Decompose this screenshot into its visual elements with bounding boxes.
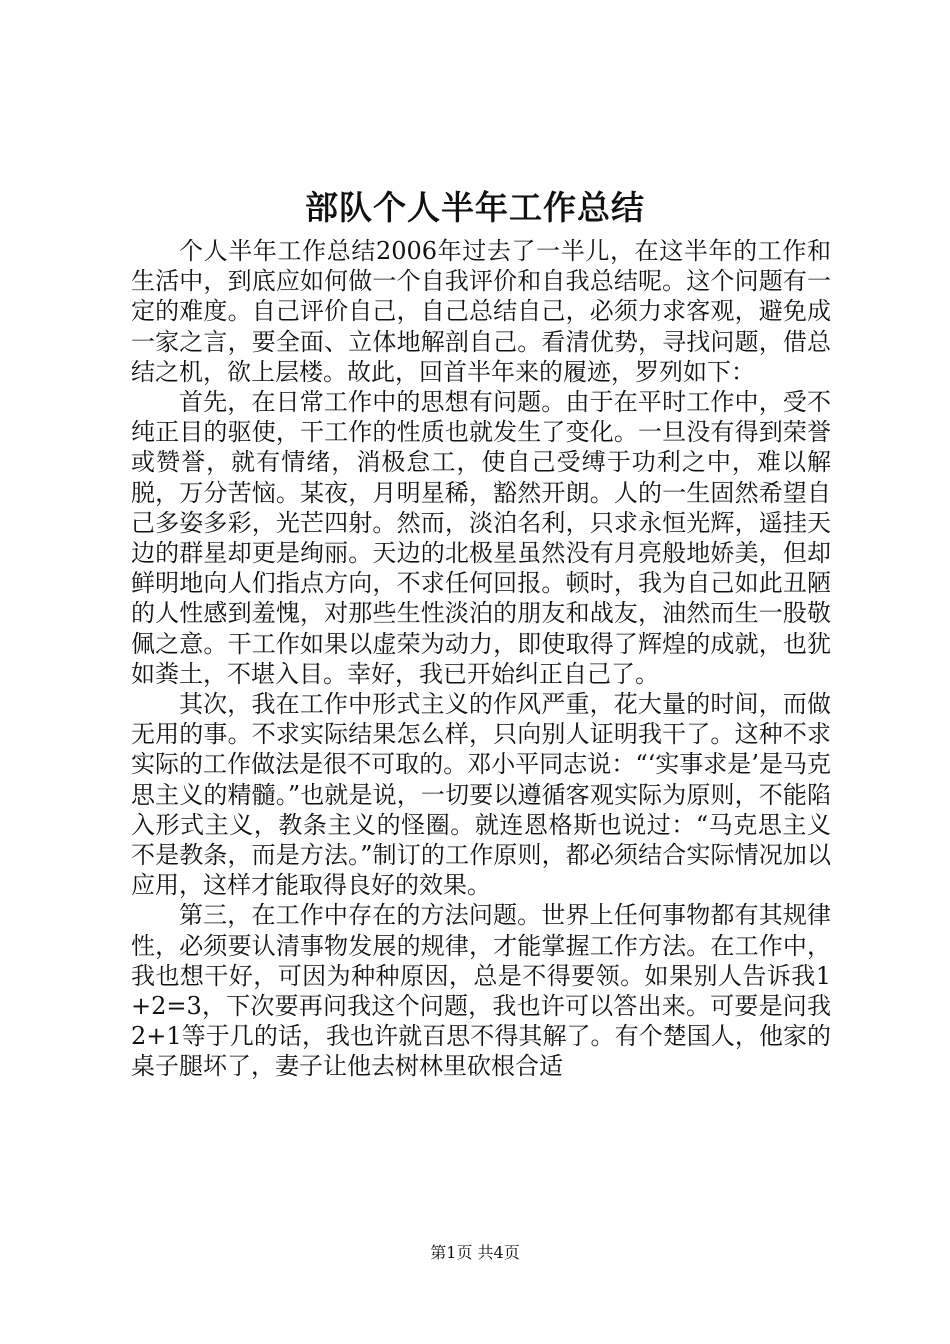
page-number-footer: 第1页 共4页 — [430, 1243, 520, 1262]
paragraph-intro: 个人半年工作总结2006年过去了一半儿，在这半年的工作和生活中，到底应如何做一个自我评价和自我总结呢。这个问题有一定的难度。自己评价自己，自己总结自己，必须力求客观，避免成一家之言，要全面、立体地解剖自己。看清优势，寻找问题，借总结之机，欲上层楼。故此，回首半年来的履迹，罗列如下： — [131, 237, 831, 386]
document-body — [131, 236, 831, 1082]
paragraph-second: 其次，我在工作中形式主义的作风严重，花大量的时间，而做无用的事。不求实际结果怎么样，只向别人证明我干了。这种不求实际的工作做法是很不可取的。邓小平同志说：“‘实事求是’是马克思主义的精髓。”也就是说，一切要以遵循客观实际为原则，不能陷入形式主义，教条主义的怪圈。就连恩格斯也说过：“马克思主义不是教条，而是方法。”制订的工作原则，都必须结合实际情况加以应用，这样才能取得良好的效果。 — [131, 690, 831, 900]
paragraph-first: 首先，在日常工作中的思想有问题。由于在平时工作中，受不纯正目的驱使，干工作的性质也就发生了变化。一旦没有得到荣誉或赞誉，就有情绪，消极怠工，使自己受缚于功利之中，难以解脱，万分苦恼。某夜，月明星稀，豁然开朗。人的一生固然希望自己多姿多彩，光芒四射。然而，淡泊名利，只求永恒光辉，遥挂天边的群星却更是绚丽。天边的北极星虽然没有月亮般地娇美，但却鲜明地向人们指点方向，不求任何回报。顿时，我为自己如此丑陋的人性感到羞愧，对那些生性淡泊的朋友和战友，油然而生一股敬佩之意。干工作如果以虚荣为动力，即使取得了辉煌的成就，也犹如粪土，不堪入目。幸好，我已开始纠正自己了。 — [131, 388, 831, 688]
paragraph-third: 第三，在工作中存在的方法问题。世界上任何事物都有其规律性，必须要认清事物发展的规律，才能掌握工作方法。在工作中，我也想干好，可因为种种原因，总是不得要领。如果别人告诉我1+2=3，下次要再问我这个问题，我也许可以答出来。可要是问我2+1等于几的话，我也许就百思不得其解了。有个楚国人，他家的桌子腿坏了，妻子让他去树林里砍根合适 — [131, 901, 831, 1081]
page-title: 部队个人半年工作总结 — [305, 188, 645, 227]
